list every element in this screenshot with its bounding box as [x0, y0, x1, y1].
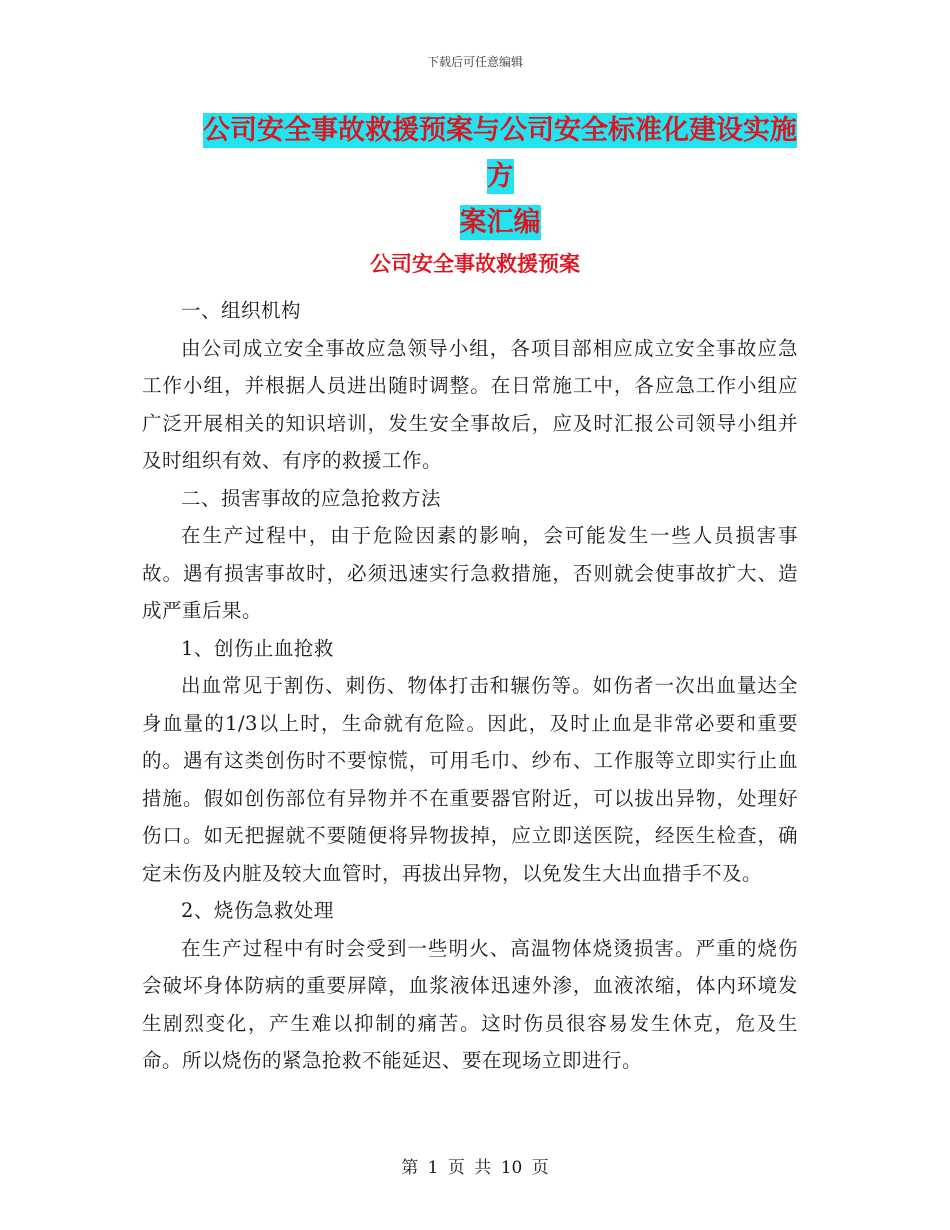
- document-title-line-2: 案汇编: [459, 207, 541, 238]
- paragraph-organization: 由公司成立安全事故应急领导小组，各项目部相应成立安全事故应急工作小组，并根据人员进出随时调整。在日常施工中，各应急工作小组应广泛开展相关的知识培训，发生安全事故后，应及时汇报公司领导小组并及时组织有效、有序的救援工作。: [142, 336, 798, 472]
- heading-wound-bleeding: 1、创伤止血抢救: [181, 636, 334, 660]
- document-body: [142, 292, 798, 1080]
- paragraph-wound-bleeding: 出血常见于割伤、刺伤、物体打击和辗伤等。如伤者一次出血量达全身血量的1/3以上时，生命就有危险。因此，及时止血是非常必要和重要的。遇有这类创伤时不要惊慌，可用毛巾、纱布、工作服等立即实行止血措施。假如创伤部位有异物并不在重要器官附近，可以拔出异物，处理好伤口。如无把握就不要随便将异物拔掉，应立即送医院，经医生检查，确定未伤及内脏及较大血管时，再拔出异物，以免发生大出血措手不及。: [142, 674, 798, 885]
- heading-emergency-methods: 二、损害事故的应急抢救方法: [181, 486, 442, 510]
- document-title: [190, 108, 810, 246]
- page-number: 第 1 页 共 10 页: [401, 1158, 549, 1178]
- paragraph-emergency-methods: 在生产过程中，由于危险因素的影响，会可能发生一些人员损害事故。遇有损害事故时，必须迅速实行急救措施，否则就会使事故扩大、造成严重后果。: [142, 524, 798, 622]
- section-title: 公司安全事故救援预案: [370, 252, 580, 276]
- document-title-line-1: 公司安全事故救援预案与公司安全标准化建设实施方: [203, 115, 797, 192]
- heading-burn-treatment: 2、烧伤急救处理: [181, 899, 334, 922]
- paragraph-burn-treatment: 在生产过程中有时会受到一些明火、高温物体烧烫损害。严重的烧伤会破坏身体防病的重要屏障，血浆液体迅速外渗，血液浓缩，体内环境发生剧烈变化，产生难以抑制的痛苦。这时伤员很容易发生休克，危及生命。所以烧伤的紧急抢救不能延迟、要在现场立即进行。: [142, 936, 798, 1072]
- heading-organization: 一、组织机构: [181, 299, 302, 322]
- header-note: 下载后可任意编辑: [426, 55, 523, 69]
